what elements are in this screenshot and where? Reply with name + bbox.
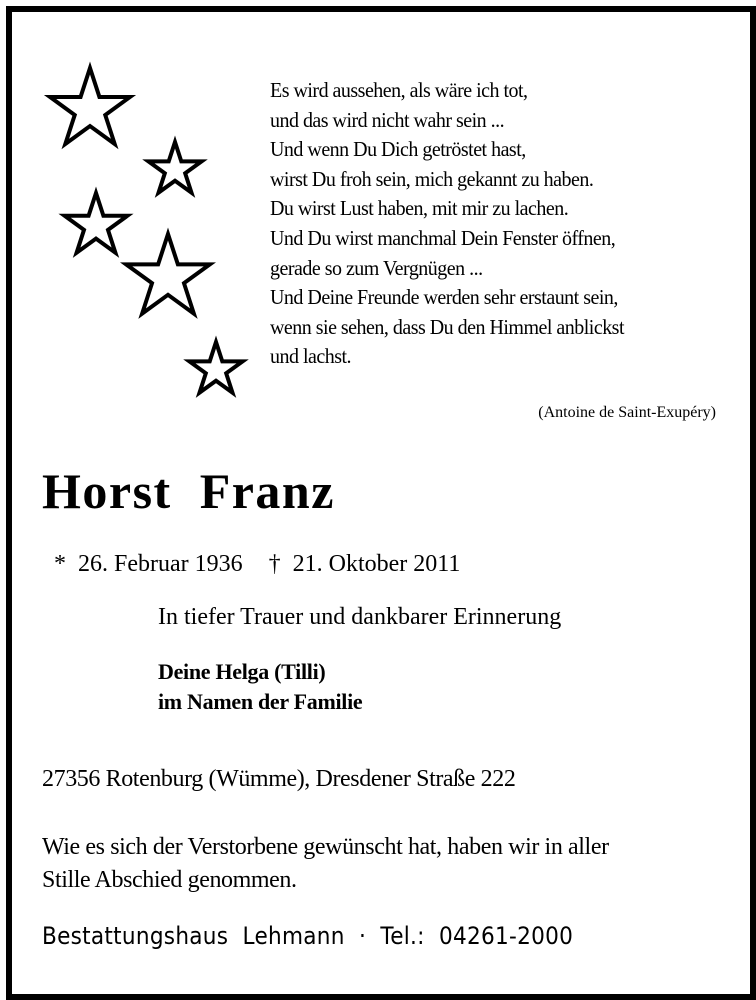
poem-line: Und Du wirst manchmal Dein Fenster öffnen,: [270, 225, 616, 250]
signer-line: im Namen der Familie: [158, 689, 363, 714]
poem-line: Und wenn Du Dich getröstet hast,: [270, 137, 526, 162]
poem-line: wenn sie sehen, dass Du den Himmel anblickst: [270, 314, 624, 339]
poem-line: und lachst.: [270, 344, 352, 369]
mourning-text: In tiefer Trauer und dankbarer Erinnerung: [158, 604, 562, 630]
poem-line: wirst Du froh sein, mich gekannt zu haben.: [270, 166, 594, 191]
funeral-home: Bestattungshaus Lehmann · Tel.: 04261-2000: [42, 922, 574, 950]
deceased-name: Horst Franz: [42, 463, 335, 519]
poem-line: gerade so zum Vergnügen ...: [270, 255, 483, 280]
farewell-notice: [42, 831, 742, 897]
life-dates: [42, 524, 460, 578]
notice-line: Stille Abschied genommen.: [42, 867, 297, 893]
poem-line: Und Deine Freunde werden sehr erstaunt sein,: [270, 285, 618, 310]
star-icon: [148, 142, 201, 193]
poem-line: Es wird aussehen, als wäre ich tot,: [270, 78, 528, 102]
signers: [158, 657, 362, 717]
star-icon: [65, 193, 128, 253]
notice-line: Wie es sich der Verstorbene gewünscht hat, haben wir in aller: [42, 834, 609, 860]
poem-line: und das wird nicht wahr sein ...: [270, 107, 505, 132]
poem-line: Du wirst Lust haben, mit mir zu lachen.: [270, 196, 569, 221]
signer-line: Deine Helga (Tilli): [158, 659, 326, 684]
birth-date: * 26. Februar 1936: [54, 551, 243, 577]
address: 27356 Rotenburg (Wümme), Dresdener Straße 222: [42, 766, 516, 792]
star-icon: [50, 68, 130, 144]
star-icon: [126, 234, 210, 314]
death-date: † 21. Oktober 2011: [268, 551, 461, 577]
poem-author: (Antoine de Saint-Exupéry): [538, 404, 716, 421]
poem: [270, 76, 698, 372]
star-icon: [189, 342, 242, 393]
